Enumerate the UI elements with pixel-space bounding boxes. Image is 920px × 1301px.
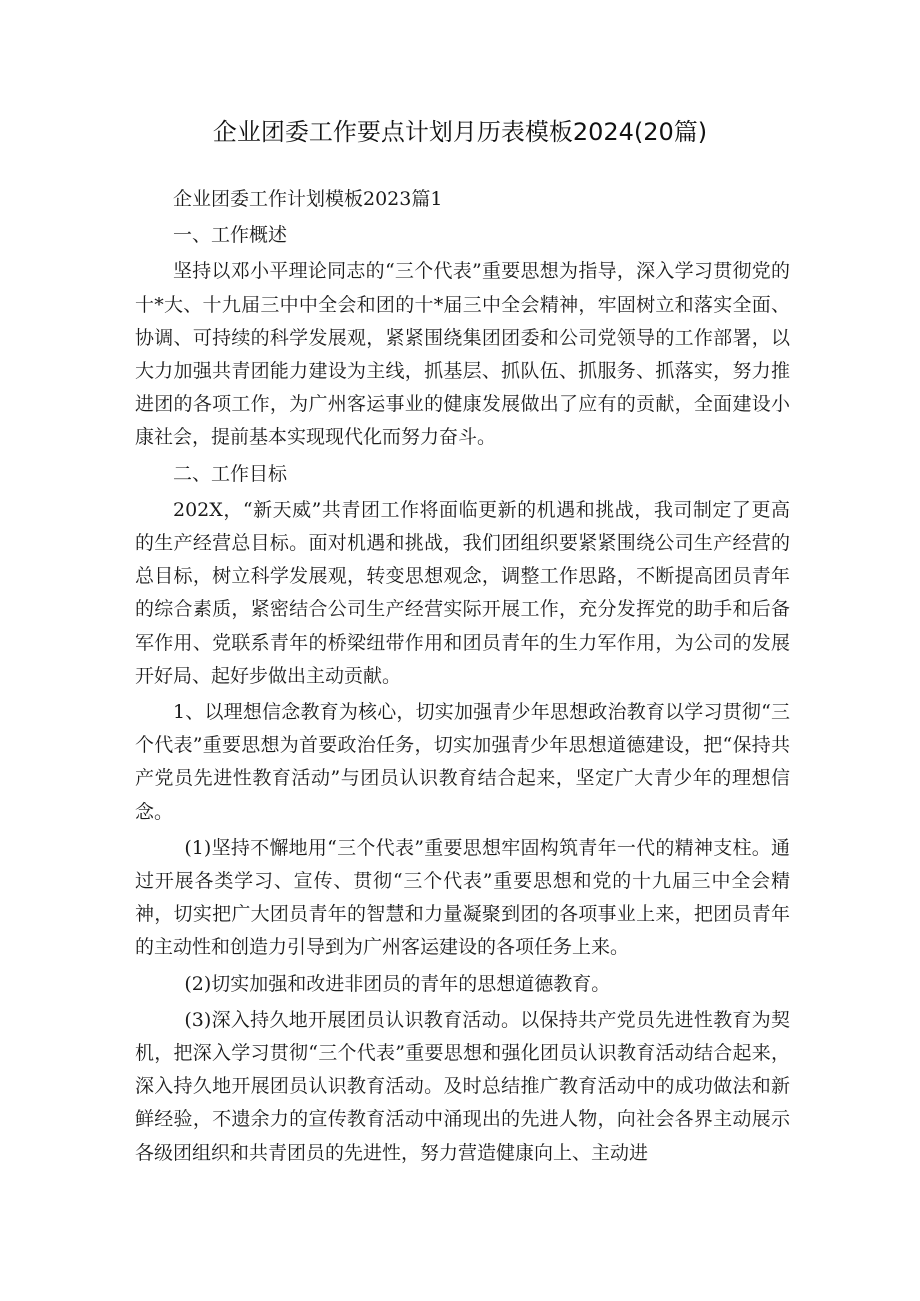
body-paragraph: 202X，“新天威”共青团工作将面临更新的机遇和挑战，我司制定了更高的生产经营总目标。面对机遇和挑战，我们团组织要紧紧围绕公司生产经营的总目标，树立科学发展观，转变思想观念，调整工作思路，不断提高团员青年的综合素质，紧密结合公司生产经营实际开展工作，充分发挥党的助手和后备军作用、党联系青年的桥梁纽带作用和团员青年的生力军作用，为公司的发展开好局、起好步做出主动贡献。 bbox=[135, 498, 790, 687]
sub-paragraph: (3)深入持久地开展团员认识教育活动。以保持共产党员先进性教育为契机，把深入学习贯彻“三个代表”重要思想和强化团员认识教育活动结合起来，深入持久地开展团员认识教育活动。及时总结推广教育活动中的成功做法和新鲜经验，不遗余力的宣传教育活动中涌现出的先进人物，向社会各界主动展示各级团组织和共青团员的先进性，努力营造健康向上、主动进 bbox=[135, 1008, 790, 1164]
section-heading: 一、工作概述 bbox=[173, 224, 288, 247]
section-heading: 二、工作目标 bbox=[173, 462, 288, 485]
document-body bbox=[135, 183, 790, 1173]
document-title: 企业团委工作要点计划月历表模板2024(20篇) bbox=[212, 118, 708, 146]
sub-paragraph: (1)坚持不懈地用“三个代表”重要思想牢固构筑青年一代的精神支柱。通过开展各类学习、宣传、贯彻“三个代表”重要思想和党的十九届三中全会精神，切实把广大团员青年的智慧和力量凝聚到团的各项事业上来，把团员青年的主动性和创造力引导到为广州客运建设的各项任务上来。 bbox=[135, 836, 790, 959]
body-paragraph: 1、以理想信念教育为核心，切实加强青少年思想政治教育以学习贯彻“三个代表”重要思想为首要政治任务，切实加强青少年思想道德建设，把“保持共产党员先进性教育活动”与团员认识教育结合起来，坚定广大青少年的理想信念。 bbox=[135, 701, 790, 823]
section-heading: 企业团委工作计划模板2023篇1 bbox=[173, 188, 443, 210]
sub-paragraph: (2)切实加强和改进非团员的青年的思想道德教育。 bbox=[184, 972, 611, 995]
body-paragraph: 坚持以邓小平理论同志的“三个代表”重要思想为指导，深入学习贯彻党的十*大、十九届三中中全会和团的十*届三中全会精神，牢固树立和落实全面、协调、可持续的科学发展观，紧紧围绕集团团委和公司党领导的工作部署，以大力加强共青团能力建设为主线，抓基层、抓队伍、抓服务、抓落实，努力推进团的各项工作，为广州客运事业的健康发展做出了应有的贡献，全面建设小康社会，提前基本实现现代化而努力奋斗。 bbox=[135, 260, 790, 449]
